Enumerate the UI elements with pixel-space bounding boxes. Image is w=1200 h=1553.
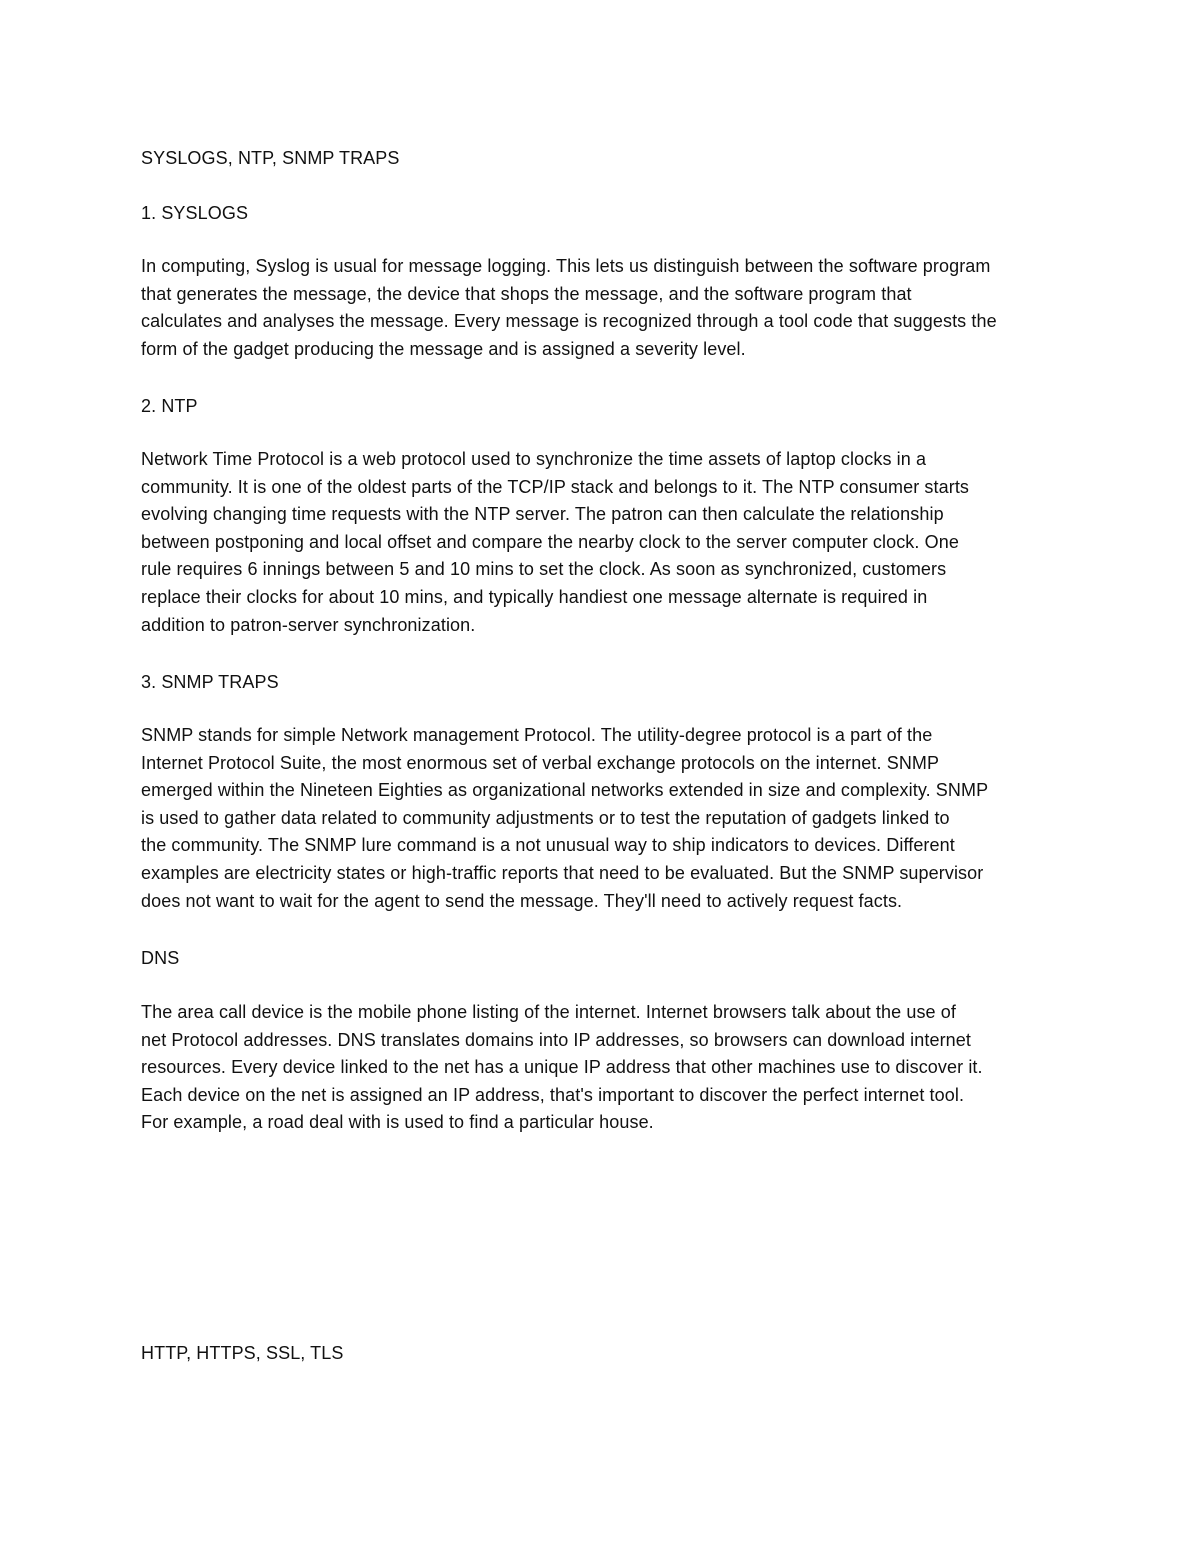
- paragraph-line: Internet Protocol Suite, the most enormous set of verbal exchange protocols on the internet. SNMP: [141, 752, 940, 773]
- document-title: SYSLOGS, NTP, SNMP TRAPS: [141, 148, 400, 168]
- paragraph-line: resources. Every device linked to the net has a unique IP address that other machines use to discover it.: [141, 1057, 983, 1078]
- section-heading-snmp-traps: 3. SNMP TRAPS: [141, 672, 279, 692]
- paragraph-line: is used to gather data related to community adjustments or to test the reputation of gadgets linked to: [141, 807, 950, 828]
- paragraph-line: rule requires 6 innings between 5 and 10 mins to set the clock. As soon as synchronized, customers: [141, 559, 947, 580]
- section-body-snmp-traps: [141, 722, 1071, 915]
- paragraph-line: The area call device is the mobile phone listing of the internet. Internet browsers talk about the use of: [141, 1002, 956, 1022]
- paragraph-line: replace their clocks for about 10 mins, and typically handiest one message alternate is required in: [141, 586, 928, 607]
- paragraph-line: calculates and analyses the message. Every message is recognized through a tool code that suggests the: [141, 311, 997, 332]
- section-heading-syslogs: 1. SYSLOGS: [141, 203, 249, 223]
- paragraph-line: community. It is one of the oldest parts of the TCP/IP stack and belongs to it. The NTP consumer starts: [141, 476, 970, 497]
- section-heading-dns: DNS: [141, 948, 180, 968]
- paragraph-line: emerged within the Nineteen Eighties as organizational networks extended in size and complexity. SNMP: [141, 780, 989, 801]
- section-body-syslogs: [141, 253, 1071, 363]
- paragraph-line: form of the gadget producing the message and is assigned a severity level.: [141, 338, 746, 359]
- paragraph-line: that generates the message, the device that shops the message, and the software program that: [141, 283, 912, 304]
- section-heading-ntp: 2. NTP: [141, 396, 198, 416]
- paragraph-line: evolving changing time requests with the NTP server. The patron can then calculate the relationship: [141, 504, 944, 525]
- paragraph-line: For example, a road deal with is used to find a particular house.: [141, 1112, 654, 1133]
- section-body-ntp: [141, 446, 1071, 639]
- paragraph-line: examples are electricity states or high-traffic reports that need to be evaluated. But the SNMP supervisor: [141, 862, 984, 883]
- paragraph-line: net Protocol addresses. DNS translates domains into IP addresses, so browsers can download internet: [141, 1029, 971, 1050]
- paragraph-line: SNMP stands for simple Network management Protocol. The utility-degree protocol is a part of the: [141, 725, 933, 745]
- paragraph-line: the community. The SNMP lure command is a not unusual way to ship indicators to devices. Different: [141, 835, 955, 856]
- paragraph-line: In computing, Syslog is usual for message logging. This lets us distinguish between the software program: [141, 256, 991, 276]
- paragraph-line: Network Time Protocol is a web protocol used to synchronize the time assets of laptop clocks in a: [141, 449, 927, 469]
- next-section-title: HTTP, HTTPS, SSL, TLS: [141, 1343, 344, 1363]
- paragraph-line: does not want to wait for the agent to send the message. They'll need to actively request facts.: [141, 890, 903, 911]
- paragraph-line: addition to patron-server synchronization.: [141, 614, 476, 635]
- paragraph-line: between postponing and local offset and compare the nearby clock to the server computer clock. One: [141, 531, 959, 552]
- paragraph-line: Each device on the net is assigned an IP address, that's important to discover the perfect internet tool.: [141, 1084, 965, 1105]
- section-body-dns: [141, 999, 1071, 1137]
